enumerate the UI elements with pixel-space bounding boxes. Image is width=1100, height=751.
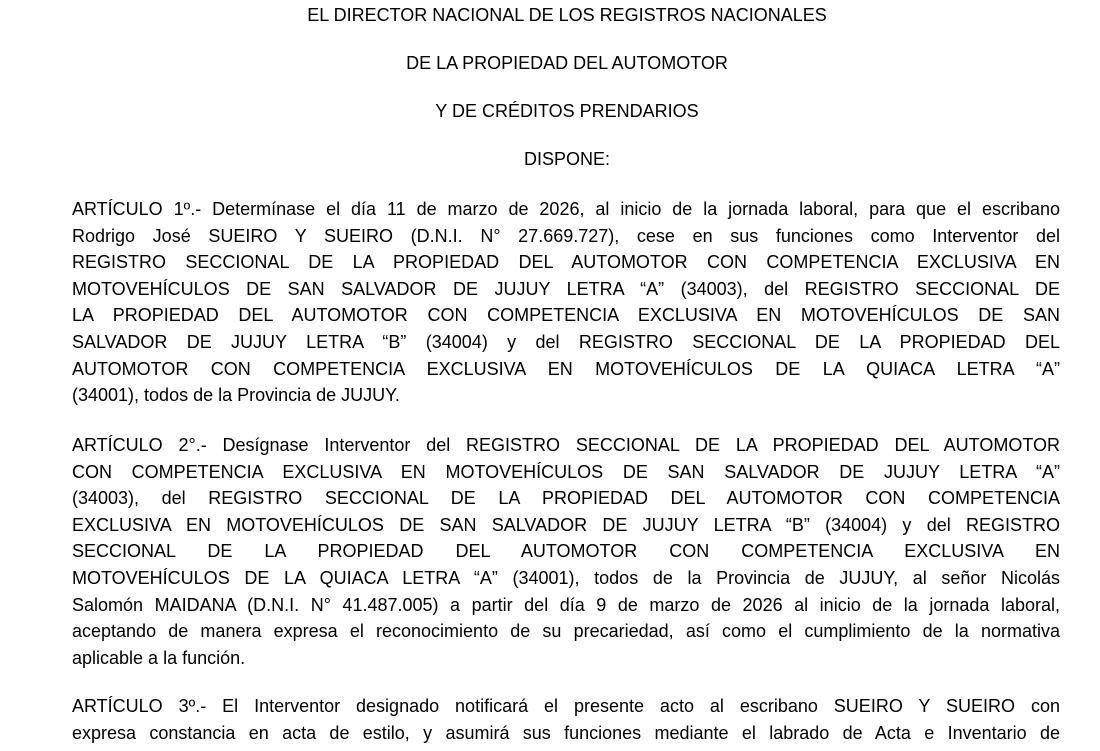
article-2 [72, 432, 1060, 671]
article-1-line: ARTÍCULO 1º.- Determínase el día 11 de marzo de 2026, al inicio de la jornada laboral, para que el escribano [72, 199, 1060, 219]
article-1-line: SALVADOR DE JUJUY LETRA “B” (34004) y del REGISTRO SECCIONAL DE LA PROPIEDAD DEL [72, 331, 1060, 352]
article-2-line: EXCLUSIVA EN MOTOVEHÍCULOS DE SAN SALVADOR DE JUJUY LETRA “B” (34004) y del REGISTRO [72, 514, 1060, 535]
article-2-line: SECCIONAL DE LA PROPIEDAD DEL AUTOMOTOR CON COMPETENCIA EXCLUSIVA EN [72, 541, 1060, 562]
article-1-line: AUTOMOTOR CON COMPETENCIA EXCLUSIVA EN MOTOVEHÍCULOS DE LA QUIACA LETRA “A” [72, 358, 1060, 379]
article-2-line: (34003), del REGISTRO SECCIONAL DE LA PROPIEDAD DEL AUTOMOTOR CON COMPETENCIA [72, 488, 1060, 509]
article-1-line: REGISTRO SECCIONAL DE LA PROPIEDAD DEL AUTOMOTOR CON COMPETENCIA EXCLUSIVA EN [72, 252, 1060, 273]
article-2-line: CON COMPETENCIA EXCLUSIVA EN MOTOVEHÍCULOS DE SAN SALVADOR DE JUJUY LETRA “A” [72, 461, 1060, 482]
heading-dispone: DISPONE: [523, 149, 611, 169]
heading-line-2: DE LA PROPIEDAD DEL AUTOMOTOR [406, 53, 728, 73]
article-1-line: (34001), todos de la Provincia de JUJUY. [72, 385, 400, 406]
article-2-line: Salomón MAIDANA (D.N.I. N° 41.487.005) a partir del día 9 de marzo de 2026 al inicio de la jornada laboral, [72, 594, 1060, 615]
article-3-line: ARTÍCULO 3º.- El Interventor designado notificará el presente acto al escribano SUEIRO Y SUEIRO con [72, 696, 1060, 716]
article-1-line: Rodrigo José SUEIRO Y SUEIRO (D.N.I. N° 27.669.727), cese en sus funciones como Interventor del [72, 225, 1060, 246]
heading-line-1: EL DIRECTOR NACIONAL DE LOS REGISTROS NACIONALES [307, 5, 827, 25]
article-2-line: aceptando de manera expresa el reconocimiento de su precariedad, así como el cumplimiento de la normativa [72, 621, 1060, 642]
article-2-line: aplicable a la función. [72, 647, 246, 668]
heading-line-3: Y DE CRÉDITOS PRENDARIOS [435, 101, 699, 121]
article-1 [72, 196, 1060, 409]
article-1-line: LA PROPIEDAD DEL AUTOMOTOR CON COMPETENCIA EXCLUSIVA EN MOTOVEHÍCULOS DE SAN [72, 305, 1060, 326]
article-2-line: ARTÍCULO 2°.- Desígnase Interventor del REGISTRO SECCIONAL DE LA PROPIEDAD DEL AUTOMOTOR [72, 435, 1060, 455]
article-3 [72, 693, 1060, 746]
article-1-line: MOTOVEHÍCULOS DE SAN SALVADOR DE JUJUY LETRA “A” (34003), del REGISTRO SECCIONAL DE [72, 278, 1060, 299]
article-2-line: MOTOVEHÍCULOS DE LA QUIACA LETRA “A” (34001), todos de la Provincia de JUJUY, al señor Nicolás [72, 567, 1060, 588]
article-3-line: expresa constancia en acta de estilo, y asumirá sus funciones mediante el labrado de Acta e Inventario de [72, 722, 1060, 743]
